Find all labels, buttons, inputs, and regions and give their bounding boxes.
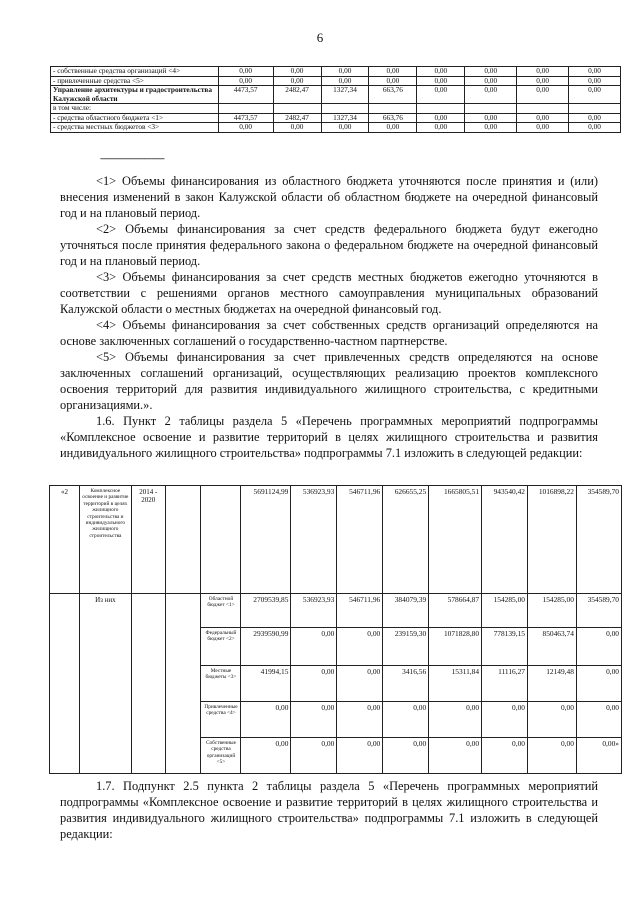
cell: 0,00	[218, 123, 273, 133]
cell: 0,00	[429, 702, 482, 738]
cell: 41994,15	[241, 666, 291, 702]
cell: 2482,47	[273, 113, 321, 123]
cell: 0,00	[465, 123, 517, 133]
cell: 663,76	[369, 86, 417, 104]
cell: 0,00	[369, 67, 417, 77]
cell: 0,00	[291, 628, 337, 666]
cell: 0,00	[569, 113, 621, 123]
amendment-1-7-block	[60, 778, 598, 842]
funding-table-top	[50, 66, 621, 133]
cell	[273, 104, 321, 114]
cell: 354589,70	[576, 486, 621, 594]
cell	[201, 486, 241, 594]
cell: 0,00	[291, 702, 337, 738]
cell: 354589,70	[576, 594, 621, 628]
page-number: 6	[316, 30, 324, 45]
cell: 0,00	[576, 702, 621, 738]
amendment-1-7: 1.7. Подпункт 2.5 пункта 2 таблицы раздела 5 «Перечень программных мероприятий подпрограммы «Комплексное освоение и развитие территорий в целях жилищного строительства и развития индивидуального жилищного строительства» подпрограммы 7.1 изложить в следующей редакции:	[60, 779, 598, 841]
cell: 0,00	[337, 738, 383, 774]
cell: 0,00	[417, 123, 465, 133]
source-label: Федеральный бюджет <2>	[201, 628, 241, 666]
source-label: Привлеченные средства <4>	[201, 702, 241, 738]
cell: 0,00	[569, 86, 621, 104]
cell: 0,00	[465, 86, 517, 104]
row-label: - собственные средства организаций <4>	[51, 67, 219, 77]
cell	[569, 104, 621, 114]
footnote-5: <5> Объемы финансирования за счет привлеченных средств определяются на основе заключенных соглашений организаций, осуществляющих реализацию проектов комплексного освоения территорий для развития индивидуального жилищного строительства, с кредитными организациями.».	[60, 350, 598, 412]
cell: 239159,30	[383, 628, 429, 666]
row-label: - средства областного бюджета <1>	[51, 113, 219, 123]
cell: 384079,39	[383, 594, 429, 628]
row-label: - средства местных бюджетов <3>	[51, 123, 219, 133]
cell: 0,00	[321, 76, 369, 86]
cell: 0,00	[218, 76, 273, 86]
cell: 0,00	[569, 76, 621, 86]
cell: 0,00	[369, 76, 417, 86]
cell: 0,00	[369, 123, 417, 133]
cell: 0,00	[291, 738, 337, 774]
cell: 1327,34	[321, 113, 369, 123]
cell: 663,76	[369, 113, 417, 123]
cell	[50, 594, 80, 774]
footnote-separator: --------------------------------	[100, 153, 164, 163]
cell: 0,00	[465, 113, 517, 123]
cell: 0,00	[576, 666, 621, 702]
cell: 0,00	[417, 67, 465, 77]
source-label: Собственные средства организаций <5>	[201, 738, 241, 774]
cell: 0,00	[517, 113, 569, 123]
cell: 0,00	[417, 86, 465, 104]
cell: 0,00	[383, 738, 429, 774]
cell: 546711,96	[337, 594, 383, 628]
cell: 0,00	[241, 702, 291, 738]
table-row	[50, 594, 622, 628]
footnote-4: <4> Объемы финансирования за счет собственных средств организаций определяются на основе заключенных соглашений о государственно-частном партнерстве.	[60, 318, 598, 348]
row-label: - привлеченные средства <5>	[51, 76, 219, 86]
cell: 0,00	[383, 702, 429, 738]
source-label: Местные бюджеты <3>	[201, 666, 241, 702]
cell: 1071828,80	[429, 628, 482, 666]
cell: 0,00	[218, 67, 273, 77]
row-label: в том числе:	[51, 104, 219, 114]
cell: 536923,93	[291, 594, 337, 628]
cell: 0,00	[417, 113, 465, 123]
cell: 0,00	[569, 123, 621, 133]
cell: 0,00	[321, 67, 369, 77]
cell: 12149,48	[527, 666, 576, 702]
cell: 546711,96	[337, 486, 383, 594]
cell: 0,00	[465, 76, 517, 86]
cell: 0,00	[517, 123, 569, 133]
cell: 1016898,22	[527, 486, 576, 594]
cell: 15311,84	[429, 666, 482, 702]
cell: 1665805,51	[429, 486, 482, 594]
table-row	[51, 86, 621, 104]
cell: 0,00	[337, 666, 383, 702]
cell: 0,00»	[576, 738, 621, 774]
cell: 2939590,99	[241, 628, 291, 666]
table-row	[51, 104, 621, 114]
program-measures-table	[49, 485, 622, 774]
cell: 778139,15	[482, 628, 528, 666]
cell: 154285,00	[482, 594, 528, 628]
footnote-3: <3> Объемы финансирования за счет средств местных бюджетов ежегодно уточняются в соответствии с решениями органов местного самоуправления муниципальных образований Калужской области о местных бюджетах на очередной финансовый год.	[60, 270, 598, 316]
cell	[369, 104, 417, 114]
period: 2014 - 2020	[131, 486, 165, 594]
cell: 626655,25	[383, 486, 429, 594]
cell: 0,00	[273, 123, 321, 133]
cell	[517, 104, 569, 114]
table-row	[51, 67, 621, 77]
cell: 4473,57	[218, 113, 273, 123]
cell: 0,00	[273, 76, 321, 86]
cell	[165, 594, 201, 774]
cell: 0,00	[337, 628, 383, 666]
footnote-1: <1> Объемы финансирования из областного бюджета уточняются после принятия и (или) внесения изменений в закон Калужской области об областном бюджете на очередной финансовый год и на плановый период.	[60, 174, 598, 220]
cell	[218, 104, 273, 114]
activity-name: Комплексное освоение и развитие территорий в целях жилищного строительства и индивидуального жилищного строительства	[79, 486, 131, 594]
cell: 536923,93	[291, 486, 337, 594]
table-row	[50, 486, 622, 594]
cell	[321, 104, 369, 114]
amendment-1-6: 1.6. Пункт 2 таблицы раздела 5 «Перечень программных мероприятий подпрограммы «Комплексное освоение и развитие территорий в целях жилищного строительства и развития индивидуального жилищного строительства» подпрограммы 7.1 изложить в следующей редакции:	[60, 414, 598, 460]
of-which-label: Из них	[79, 594, 131, 774]
cell: 0,00	[482, 702, 528, 738]
cell: 4473,57	[218, 86, 273, 104]
cell: 0,00	[576, 628, 621, 666]
table-row	[51, 123, 621, 133]
cell: 5691124,99	[241, 486, 291, 594]
cell: 0,00	[527, 738, 576, 774]
cell: 11116,27	[482, 666, 528, 702]
cell: 2482,47	[273, 86, 321, 104]
cell: 0,00	[417, 76, 465, 86]
cell	[465, 104, 517, 114]
cell: 0,00	[517, 86, 569, 104]
cell: 154285,00	[527, 594, 576, 628]
cell	[417, 104, 465, 114]
cell	[165, 486, 201, 594]
cell: 0,00	[517, 76, 569, 86]
cell: 0,00	[465, 67, 517, 77]
cell: 1327,34	[321, 86, 369, 104]
cell: 0,00	[291, 666, 337, 702]
cell: 0,00	[321, 123, 369, 133]
cell: 0,00	[569, 67, 621, 77]
footnotes-block	[60, 173, 598, 461]
row-label: Управление архитектуры и градостроительства Калужской области	[51, 86, 219, 104]
cell: 0,00	[482, 738, 528, 774]
cell: 3416,56	[383, 666, 429, 702]
cell: 0,00	[337, 702, 383, 738]
source-label: Областной бюджет <1>	[201, 594, 241, 628]
cell: 578664,87	[429, 594, 482, 628]
cell	[131, 594, 165, 774]
item-number: «2	[50, 486, 80, 594]
footnote-2: <2> Объемы финансирования за счет средств федерального бюджета будут ежегодно уточняться после принятия федерального закона о федеральном бюджете на очередной финансовый год и на плановый период.	[60, 222, 598, 268]
cell: 850463,74	[527, 628, 576, 666]
cell: 943540,42	[482, 486, 528, 594]
cell: 0,00	[273, 67, 321, 77]
cell: 0,00	[517, 67, 569, 77]
cell: 0,00	[527, 702, 576, 738]
cell: 0,00	[429, 738, 482, 774]
cell: 0,00	[241, 738, 291, 774]
cell: 2709539,85	[241, 594, 291, 628]
